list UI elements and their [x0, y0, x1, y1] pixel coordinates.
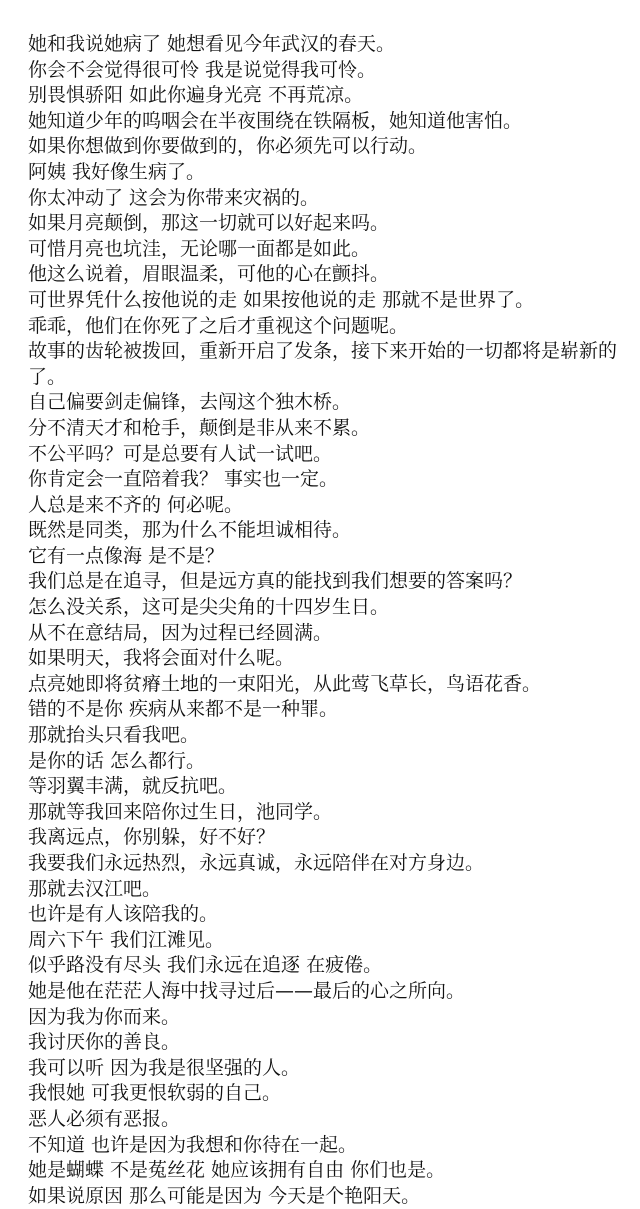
text-line: 如果说原因 那么可能是因为 今天是个艳阳天。: [28, 1184, 421, 1207]
text-line: 它有一点像海 是不是？: [28, 544, 225, 567]
text-line: 那就去汉江吧。: [28, 877, 162, 900]
text-line: 故事的齿轮被拨回，重新开启了发条，接下来开始的一切都将是崭新的了。: [28, 340, 618, 388]
text-line: 错的不是你 疾病从来都不是一种罪。: [28, 698, 339, 721]
text-line: 自己偏要剑走偏锋，去闯这个独木桥。: [28, 391, 352, 414]
quote-list: [28, 32, 624, 1209]
text-line: 她知道少年的呜咽会在半夜围绕在铁隔板，她知道他害怕。: [28, 109, 523, 132]
text-line: 恶人必须有恶报。: [28, 1107, 181, 1130]
text-line: 人总是来不齐的 何必呢。: [28, 493, 244, 516]
text-line: 似乎路没有尽头 我们永远在追逐 在疲倦。: [28, 954, 383, 977]
text-line: 你会不会觉得很可怜 我是说觉得我可怜。: [28, 58, 377, 81]
text-line: 那就等我回来陪你过生日，池同学。: [28, 800, 333, 823]
text-line: 我离远点，你别躲，好不好？: [28, 826, 276, 849]
text-line: 他这么说着，眉眼温柔，可他的心在颤抖。: [28, 263, 390, 286]
text-line: 我恨她 可我更恨软弱的自己。: [28, 1082, 282, 1105]
text-line: 她和我说她病了 她想看见今年武汉的春天。: [28, 33, 396, 55]
text-line: 周六下午 我们江滩见。: [28, 928, 225, 951]
text-line: 那就抬头只看我吧。: [28, 724, 200, 747]
text-line: 我可以听 因为我是很坚强的人。: [28, 1056, 301, 1079]
text-line: 等羽翼丰满，就反抗吧。: [28, 775, 238, 798]
text-line: 你太冲动了 这会为你带来灾祸的。: [28, 186, 320, 209]
text-line: 如果月亮颠倒，那这一切就可以好起来吗。: [28, 212, 390, 235]
text-line: 她是他在茫茫人海中找寻过后——最后的心之所向。: [28, 979, 466, 1002]
text-line: 乖乖，他们在你死了之后才重视这个问题呢。: [28, 314, 409, 337]
text-line: 如果明天，我将会面对什么呢。: [28, 647, 295, 670]
text-line: 分不清天才和枪手，颠倒是非从来不累。: [28, 416, 371, 439]
text-line: 你肯定会一直陪着我？ 事实也一定。: [28, 468, 339, 491]
text-line: 阿姨 我好像生病了。: [28, 160, 206, 183]
text-line: 我们总是在追寻，但是远方真的能找到我们想要的答案吗？: [28, 570, 523, 593]
text-line: 如果你想做到你要做到的，你必须先可以行动。: [28, 135, 428, 158]
text-line: 别畏惧骄阳 如此你遍身光亮 不再荒凉。: [28, 84, 364, 107]
text-line: 怎么没关系，这可是尖尖角的十四岁生日。: [28, 596, 390, 619]
text-line: 可世界凭什么按他说的走 如果按他说的走 那就不是世界了。: [28, 288, 535, 311]
text-line: 也许是有人该陪我的。: [28, 903, 219, 926]
text-line: 从不在意结局，因为过程已经圆满。: [28, 621, 333, 644]
text-line: 既然是同类，那为什么不能坦诚相待。: [28, 519, 352, 542]
text-line: 点亮她即将贫瘠土地的一束阳光，从此莺飞草长，鸟语花香。: [28, 672, 542, 695]
text-line: 因为我为你而来。: [28, 1005, 181, 1028]
text-line: 她是蝴蝶 不是菟丝花 她应该拥有自由 你们也是。: [28, 1159, 446, 1182]
text-line: 是你的话 怎么都行。: [28, 749, 206, 772]
text-line: 不公平吗？可是总要有人试一试吧。: [28, 442, 333, 465]
text-line: 我要我们永远热烈，永远真诚，永远陪伴在对方身边。: [28, 852, 485, 874]
text-line: 我讨厌你的善良。: [28, 1031, 181, 1054]
text-line: 可惜月亮也坑洼，无论哪一面都是如此。: [28, 237, 371, 260]
text-line: 不知道 也许是因为我想和你待在一起。: [28, 1133, 358, 1156]
